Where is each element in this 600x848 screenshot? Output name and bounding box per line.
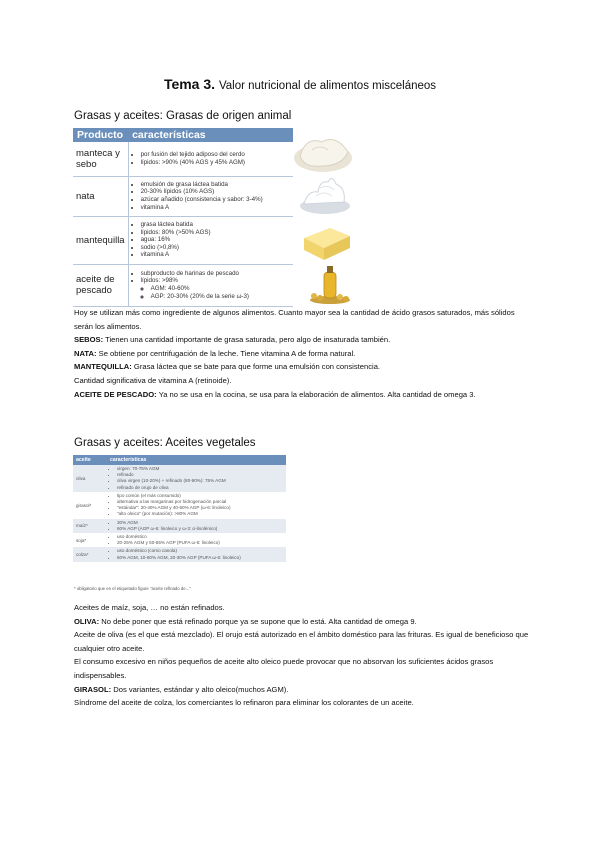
table-row: mantequilla • grasa láctea batida • lípidos: 80% (>50% AGS) • agua: 16% • sodio (>0,8%) • vitamina A	[73, 216, 293, 264]
column-header-characteristics: características	[128, 128, 293, 142]
paragraph: Aceite de oliva (es el que está mezclado). El orujo está autorizado en el ámbito doméstico para las frituras. Es igual de beneficioso que cualquier otro aceite.	[74, 630, 529, 653]
paragraph: NATA: Se obtiene por centrifugación de la leche. Tiene vitamina A de forma natural.	[74, 348, 356, 358]
table-row: nata • emulsión de grasa láctea batida • 20-30% lípidos (10% AGS) • azúcar añadido (consistencia y sabor: 3-4%) • vitamina A	[73, 176, 293, 216]
cream-image	[298, 172, 352, 216]
table-row: manteca y sebo • por fusión del tejido adiposo del cerdo • lípidos: >90% (40% AGS y 45% AGM)	[73, 142, 293, 176]
table-row: oliva • virgen: 70-75% AGM • refinado • oliva virgen (10-20%) + refinado (80-90%): 75% AGM • refinado de orujo de oliva	[73, 465, 286, 492]
table-row: aceite de pescado • subproducto de harinas de pescado • lípidos: >98% ◦ AGM: 40-60% ◦ AGP: 20-30% (20% de la serie ω-3)	[73, 264, 293, 306]
paragraph: Hoy se utilizan más como ingrediente de algunos alimentos. Cuanto mayor sea la cantidad de ácido grasos saturados, más sólidos serán los alimentos.	[74, 308, 515, 331]
section-heading-animal: Grasas y aceites: Grasas de origen animal	[74, 110, 292, 122]
table-row: colza* • uso doméstico (como canola) • 60% AGM, 10-60% AGM, 20-30% AGP (PUFA ω-6: linoleico)	[73, 547, 286, 561]
paragraph: Aceites de maíz, soja, … no están refinados.	[74, 603, 225, 612]
column-header-oil: aceite	[73, 455, 107, 465]
column-header-product: Producto	[73, 128, 128, 142]
paragraph: Síndrome del aceite de colza, los comerciantes lo refinaron para eliminar los colorantes de un aceite.	[74, 698, 414, 708]
vegetable-oils-table	[73, 455, 286, 562]
paragraph: El consumo excesivo en niños pequeños de aceite alto oleico puede provocar que no absorvan los suficientes ácidos grasos indispensables.	[74, 657, 494, 680]
animal-fats-notes	[74, 306, 534, 401]
animal-fats-table	[73, 128, 293, 307]
paragraph: MANTEQUILLA: Grasa láctea que se bate para que forme una emulsión con consistencia.	[74, 362, 381, 372]
table-row: girasol* • tipo común (el más consumido) • alternativa a las margarinas por hidrogenación parcial • "estándar": 20-40% AGM y 40-60% AGP (ω-6: linoleico) • "alto oleico" (por mutación): >80% AGM	[73, 492, 286, 519]
paragraph: GIRASOL: Dos variantes, estándar y alto oleico(muchos AGM).	[74, 684, 289, 694]
paragraph: Cantidad significativa de vitamina A (retinoide).	[74, 375, 232, 385]
table-row: maíz* • 30% AGM • 60% AGP (AGP ω-6: linoleico y ω-3: α-linolénico)	[73, 519, 286, 533]
section-heading-vegetable: Grasas y aceites: Aceites vegetales	[74, 437, 256, 449]
page-title: Tema 3. Valor nutricional de alimentos misceláneos	[163, 76, 437, 92]
butter-image	[298, 220, 354, 262]
paragraph: OLIVA: No debe poner que está refinado porque ya se supone que lo está. Alta cantidad de omega 9.	[74, 616, 417, 626]
fish-oil-image	[300, 262, 352, 304]
table-row: soja* • uso doméstico • 20-25% AGM y 50-55% AGP (PUFA ω-6: linoleico)	[73, 533, 286, 547]
column-header-characteristics: características	[107, 455, 286, 465]
vegetable-oils-notes	[74, 601, 534, 710]
paragraph: ACEITE DE PESCADO: Ya no se usa en la cocina, se usa para la elaboración de alimentos. Alta cantidad de omega 3.	[74, 389, 476, 399]
table-footnote: * obligatorio que en el etiquetado figure "aceite refinado de..."	[74, 586, 191, 591]
lard-image	[292, 130, 354, 174]
paragraph: SEBOS: Tienen una cantidad importante de grasa saturada, pero algo de insaturada también.	[74, 335, 391, 345]
